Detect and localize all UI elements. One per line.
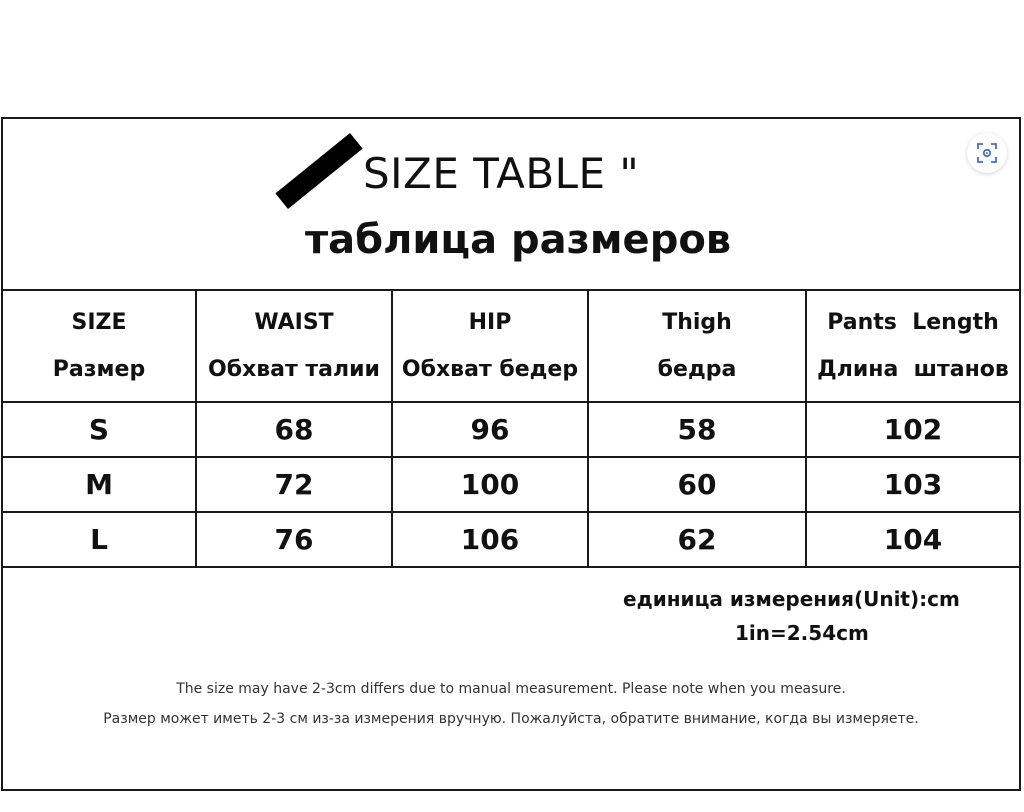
unit-note: единица измерения(Unit):cm — [623, 587, 960, 611]
header-label-ru: Размер — [52, 357, 146, 382]
cell-waist: 76 — [196, 512, 392, 567]
diagonal-slash-icon — [275, 133, 362, 209]
cell-thigh: 62 — [588, 512, 806, 567]
header-label-ru: Обхват бедер — [401, 357, 579, 382]
table-row — [3, 512, 1019, 567]
header-label-ru: бедра — [657, 357, 737, 382]
cell-waist: 72 — [196, 457, 392, 512]
title-area — [3, 119, 1019, 291]
header-cell-hip — [392, 291, 588, 402]
cell-hip: 100 — [392, 457, 588, 512]
cell-pants-length: 103 — [806, 457, 1019, 512]
notes-area — [3, 577, 1019, 789]
title-english: SIZE TABLE " — [363, 149, 640, 198]
header-label-en: HIP — [468, 310, 512, 335]
header-cell-size — [3, 291, 196, 402]
title-russian: таблица размеров — [305, 217, 732, 263]
inch-conversion-note: 1in=2.54cm — [735, 621, 869, 645]
header-label-en: WAIST — [254, 310, 334, 335]
cell-pants-length: 102 — [806, 402, 1019, 457]
size-table — [3, 291, 1019, 568]
visual-search-button[interactable] — [967, 133, 1007, 173]
cell-thigh: 58 — [588, 402, 806, 457]
header-cell-pants-length — [806, 291, 1019, 402]
header-cell-waist — [196, 291, 392, 402]
table-header-row — [3, 291, 1019, 402]
header-label-ru: Обхват талии — [208, 357, 380, 382]
disclaimer-english: The size may have 2-3cm differs due to manual measurement. Please note when you measure. — [176, 681, 846, 697]
cell-waist: 68 — [196, 402, 392, 457]
table-row — [3, 402, 1019, 457]
cell-hip: 106 — [392, 512, 588, 567]
cell-thigh: 60 — [588, 457, 806, 512]
header-cell-thigh — [588, 291, 806, 402]
header-label-en: SIZE — [71, 310, 127, 335]
disclaimer-russian: Размер может иметь 2-3 см из-за измерения вручную. Пожалуйста, обратите внимание, когда вы измеряете. — [103, 711, 919, 727]
cell-size: L — [3, 512, 196, 567]
header-label-en: Thigh — [662, 310, 732, 335]
size-table-card — [1, 117, 1021, 791]
cell-hip: 96 — [392, 402, 588, 457]
header-label-en: Pants Length — [827, 310, 999, 335]
visual-search-icon — [976, 142, 998, 164]
header-label-ru: Длина штанов — [817, 357, 1009, 382]
cell-size: S — [3, 402, 196, 457]
cell-pants-length: 104 — [806, 512, 1019, 567]
table-row — [3, 457, 1019, 512]
cell-size: M — [3, 457, 196, 512]
